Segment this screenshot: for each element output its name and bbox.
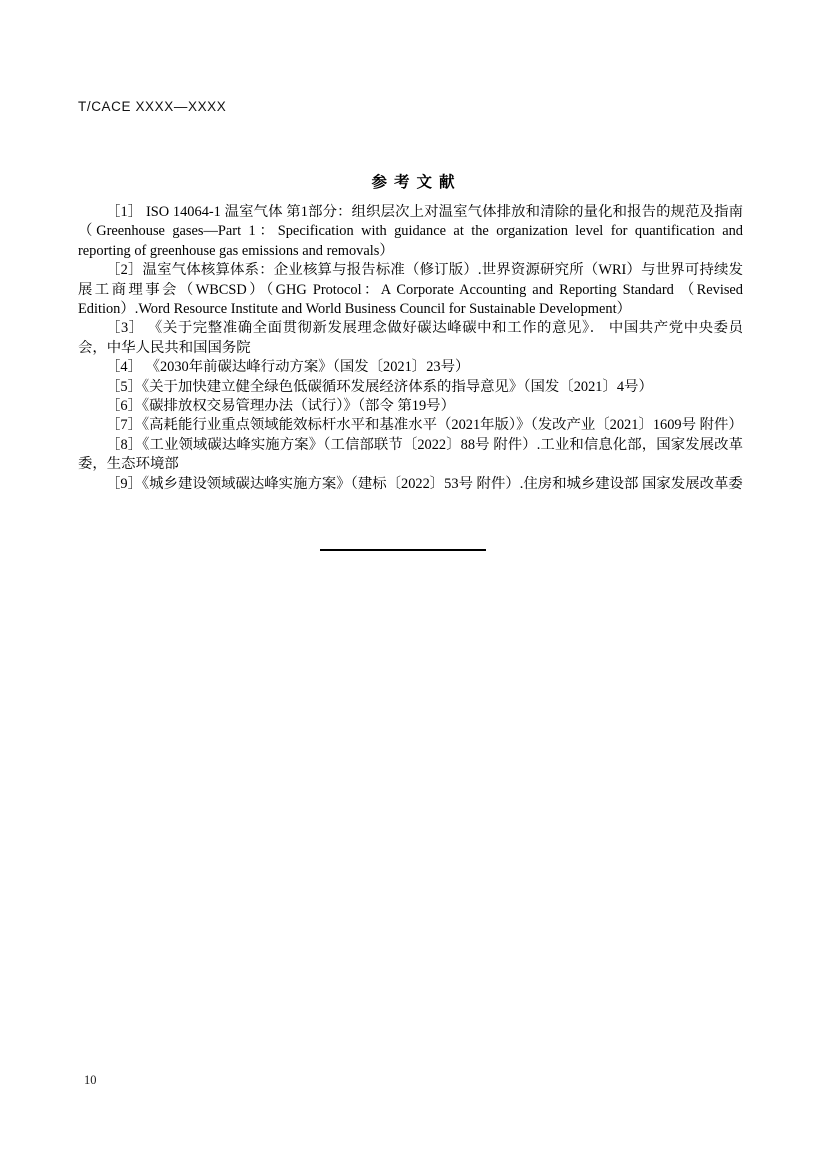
list-item: ［9］《城乡建设领域碳达峰实施方案》（建标〔2022〕53号 附件）.住房和城乡建设部 国家发展改革委 [106,475,743,492]
list-item: ［2］温室气体核算体系：企业核算与报告标准（修订版）.世界资源研究所（WRI）与世界可持续发展工商理事会（WBCSD）（GHG Protocol：A Corporate Accounting and Reporting Standard （Revised Edition）.Word Resource Institute and World Business Council for Sustainable Development） [78,262,743,318]
page-number: 10 [84,1073,97,1087]
list-item: ［5］《关于加快建立健全绿色低碳循环发展经济体系的指导意见》（国发〔2021〕4号） [106,378,653,395]
reference-list [78,203,743,494]
running-header: T/CACE XXXX—XXXX [78,99,227,114]
list-item: ［6］《碳排放权交易管理办法（试行）》（部令 第19号） [106,398,455,415]
list-item: ［8］《工业领域碳达峰实施方案》（工信部联节〔2022〕88号 附件）.工业和信息化部，国家发展改革委，生态环境部 [78,436,743,473]
list-item: ［7］《高耗能行业重点领域能效标杆水平和基准水平（2021年版）》（发改产业〔2021〕1609号 附件） [106,417,743,434]
list-item: ［3］ 《关于完整准确全面贯彻新发展理念做好碳达峰碳中和工作的意见》． 中国共产党中央委员会，中华人民共和国国务院 [78,320,743,356]
list-item: ［1］ ISO 14064-1 温室气体 第1部分：组织层次上对温室气体排放和清除的量化和报告的规范及指南（Greenhouse gases—Part 1：Specification with guidance at the organization level for quantification and reporting of greenhouse gas emissions and removals） [78,204,743,259]
page-title: 参考文献 [371,174,462,191]
section-end-rule [320,549,486,551]
list-item: ［4］ 《2030年前碳达峰行动方案》（国发〔2021〕23号） [106,359,470,376]
